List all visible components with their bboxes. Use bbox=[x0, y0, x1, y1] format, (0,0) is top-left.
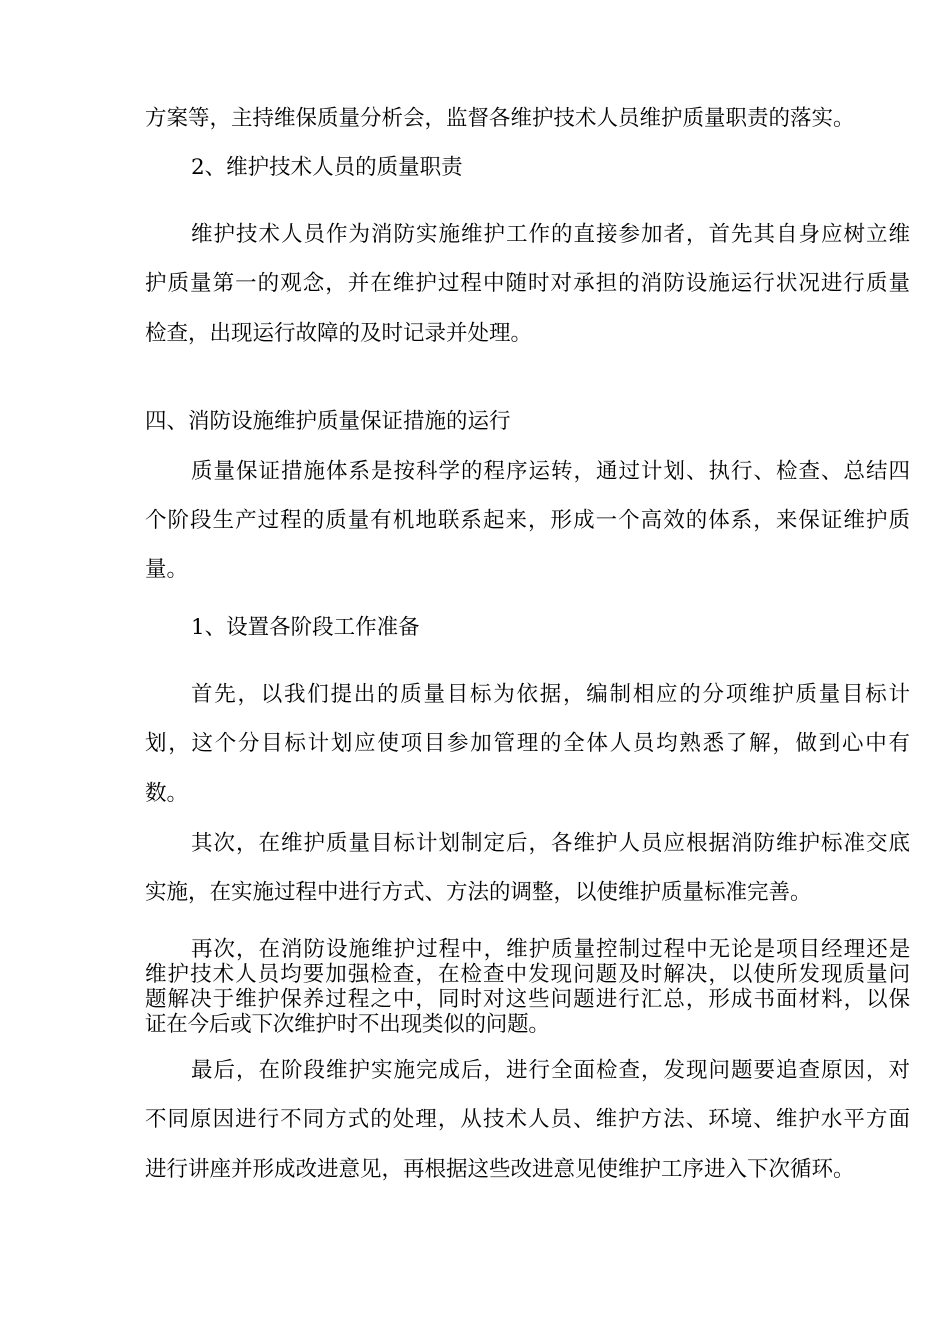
text-line: 维护技术人员均要加强检查，在检查中发现问题及时解决，以使所发现质量问 bbox=[145, 962, 910, 987]
text-line: 实施，在实施过程中进行方式、方法的调整，以使维护质量标准完善。 bbox=[145, 880, 812, 905]
text-line: 质量保证措施体系是按科学的程序运转，通过计划、执行、检查、总结四 bbox=[191, 459, 910, 484]
text-line: 不同原因进行不同方式的处理，从技术人员、维护方法、环境、维护水平方面 bbox=[145, 1107, 910, 1132]
text-line: 个阶段生产过程的质量有机地联系起来，形成一个高效的体系，来保证维护质 bbox=[145, 508, 910, 533]
text-line: 方案等，主持维保质量分析会，监督各维护技术人员维护质量职责的落实。 bbox=[145, 106, 855, 131]
text-line: 划，这个分目标计划应使项目参加管理的全体人员均熟悉了解，做到心中有 bbox=[145, 731, 910, 756]
section-heading: 2、维护技术人员的质量职责 bbox=[191, 155, 463, 180]
text-line: 检查，出现运行故障的及时记录并处理。 bbox=[145, 321, 533, 346]
section-heading: 四、消防设施维护质量保证措施的运行 bbox=[145, 409, 511, 434]
text-line: 证在今后或下次维护时不出现类似的问题。 bbox=[145, 1012, 550, 1037]
text-line: 护质量第一的观念，并在维护过程中随时对承担的消防设施运行状况进行质量 bbox=[145, 271, 910, 296]
text-line: 数。 bbox=[145, 781, 189, 806]
text-line: 进行讲座并形成改进意见，再根据这些改进意见使维护工序进入下次循环。 bbox=[145, 1157, 855, 1182]
text-line: 维护技术人员作为消防实施维护工作的直接参加者，首先其自身应树立维 bbox=[191, 222, 910, 247]
section-heading: 1、设置各阶段工作准备 bbox=[191, 615, 420, 640]
text-line: 其次，在维护质量目标计划制定后，各维护人员应根据消防维护标准交底 bbox=[191, 831, 910, 856]
text-line: 首先，以我们提出的质量目标为依据，编制相应的分项维护质量目标计 bbox=[191, 682, 910, 707]
text-line: 题解决于维护保养过程之中，同时对这些问题进行汇总，形成书面材料，以保 bbox=[145, 987, 910, 1012]
text-line: 再次，在消防设施维护过程中，维护质量控制过程中无论是项目经理还是 bbox=[191, 937, 910, 962]
text-line: 量。 bbox=[145, 557, 189, 582]
text-line: 最后，在阶段维护实施完成后，进行全面检查，发现问题要追查原因，对 bbox=[191, 1058, 910, 1083]
